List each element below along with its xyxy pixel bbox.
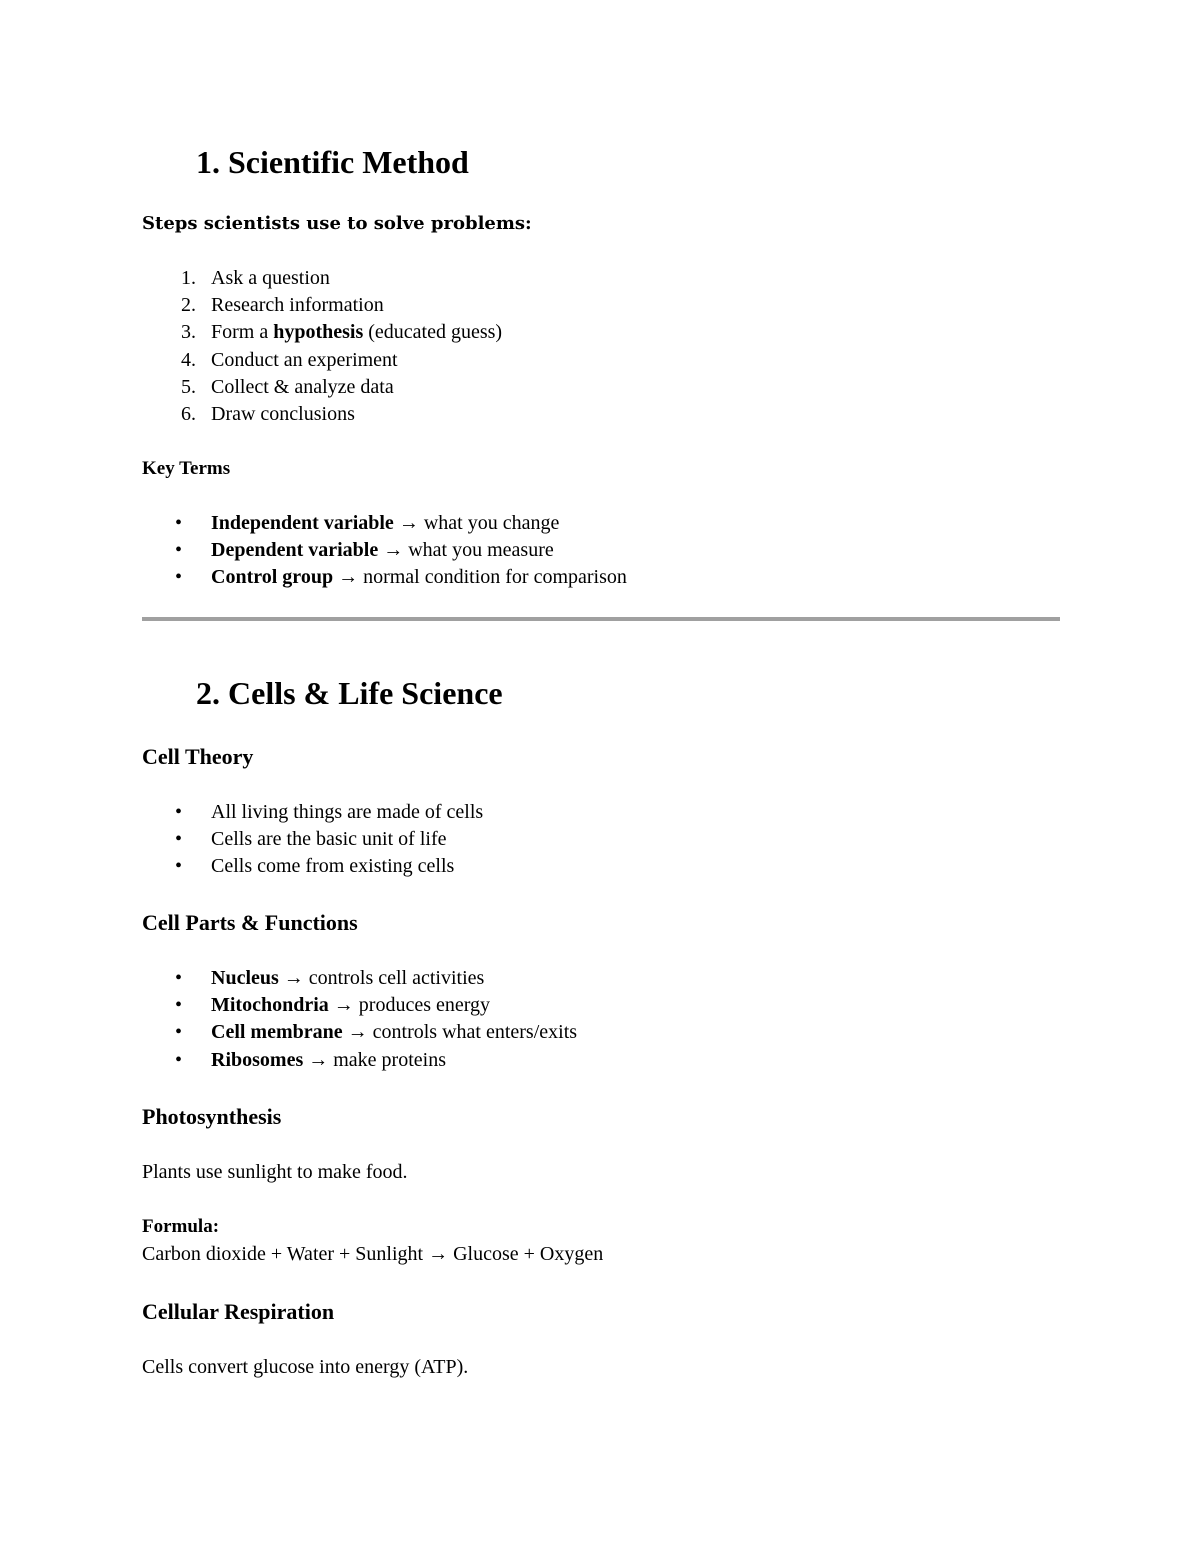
list-item: • Nucleus → controls cell activities	[175, 967, 485, 989]
photosynthesis-heading: Photosynthesis	[142, 1104, 282, 1129]
key-terms-heading: Key Terms	[142, 458, 231, 479]
list-item: 6. Draw conclusions	[181, 402, 355, 425]
cell-theory-list	[142, 799, 483, 881]
photosynthesis-text: Plants use sunlight to make food.	[142, 1161, 408, 1183]
list-item: 2. Research information	[181, 294, 384, 317]
list-item: • Independent variable → what you change	[175, 512, 560, 534]
steps-list	[142, 265, 502, 428]
section-2-title: 2. Cells & Life Science	[196, 675, 503, 711]
respiration-heading: Cellular Respiration	[142, 1299, 335, 1324]
cell-parts-list	[142, 965, 577, 1074]
section-1-title: 1. Scientific Method	[196, 144, 469, 180]
list-item: • Ribosomes → make proteins	[175, 1048, 446, 1071]
list-item: • Control group → normal condition for comparison	[175, 566, 627, 589]
list-item: • Cell membrane → controls what enters/exits	[175, 1021, 578, 1044]
cell-theory-heading: Cell Theory	[142, 744, 254, 769]
list-item: • Cells are the basic unit of life	[175, 828, 447, 851]
list-item: • All living things are made of cells	[175, 801, 484, 823]
list-item: • Cells come from existing cells	[175, 855, 455, 878]
cell-parts-heading: Cell Parts & Functions	[142, 910, 358, 935]
steps-intro: Steps scientists use to solve problems:	[142, 213, 532, 234]
list-item: 4. Conduct an experiment	[181, 348, 398, 371]
section-divider	[142, 617, 1060, 621]
list-item: • Dependent variable → what you measure	[175, 539, 554, 562]
list-item: 1. Ask a question	[181, 267, 330, 289]
respiration-text: Cells convert glucose into energy (ATP).	[142, 1356, 469, 1378]
formula-label: Formula:	[142, 1216, 220, 1237]
formula-text: Carbon dioxide + Water + Sunlight → Glucose + Oxygen	[142, 1243, 604, 1265]
list-item: 5. Collect & analyze data	[181, 375, 394, 398]
key-terms-list	[142, 510, 627, 592]
list-item: 3. Form a hypothesis (educated guess)	[181, 321, 503, 344]
list-item: • Mitochondria → produces energy	[175, 994, 491, 1017]
